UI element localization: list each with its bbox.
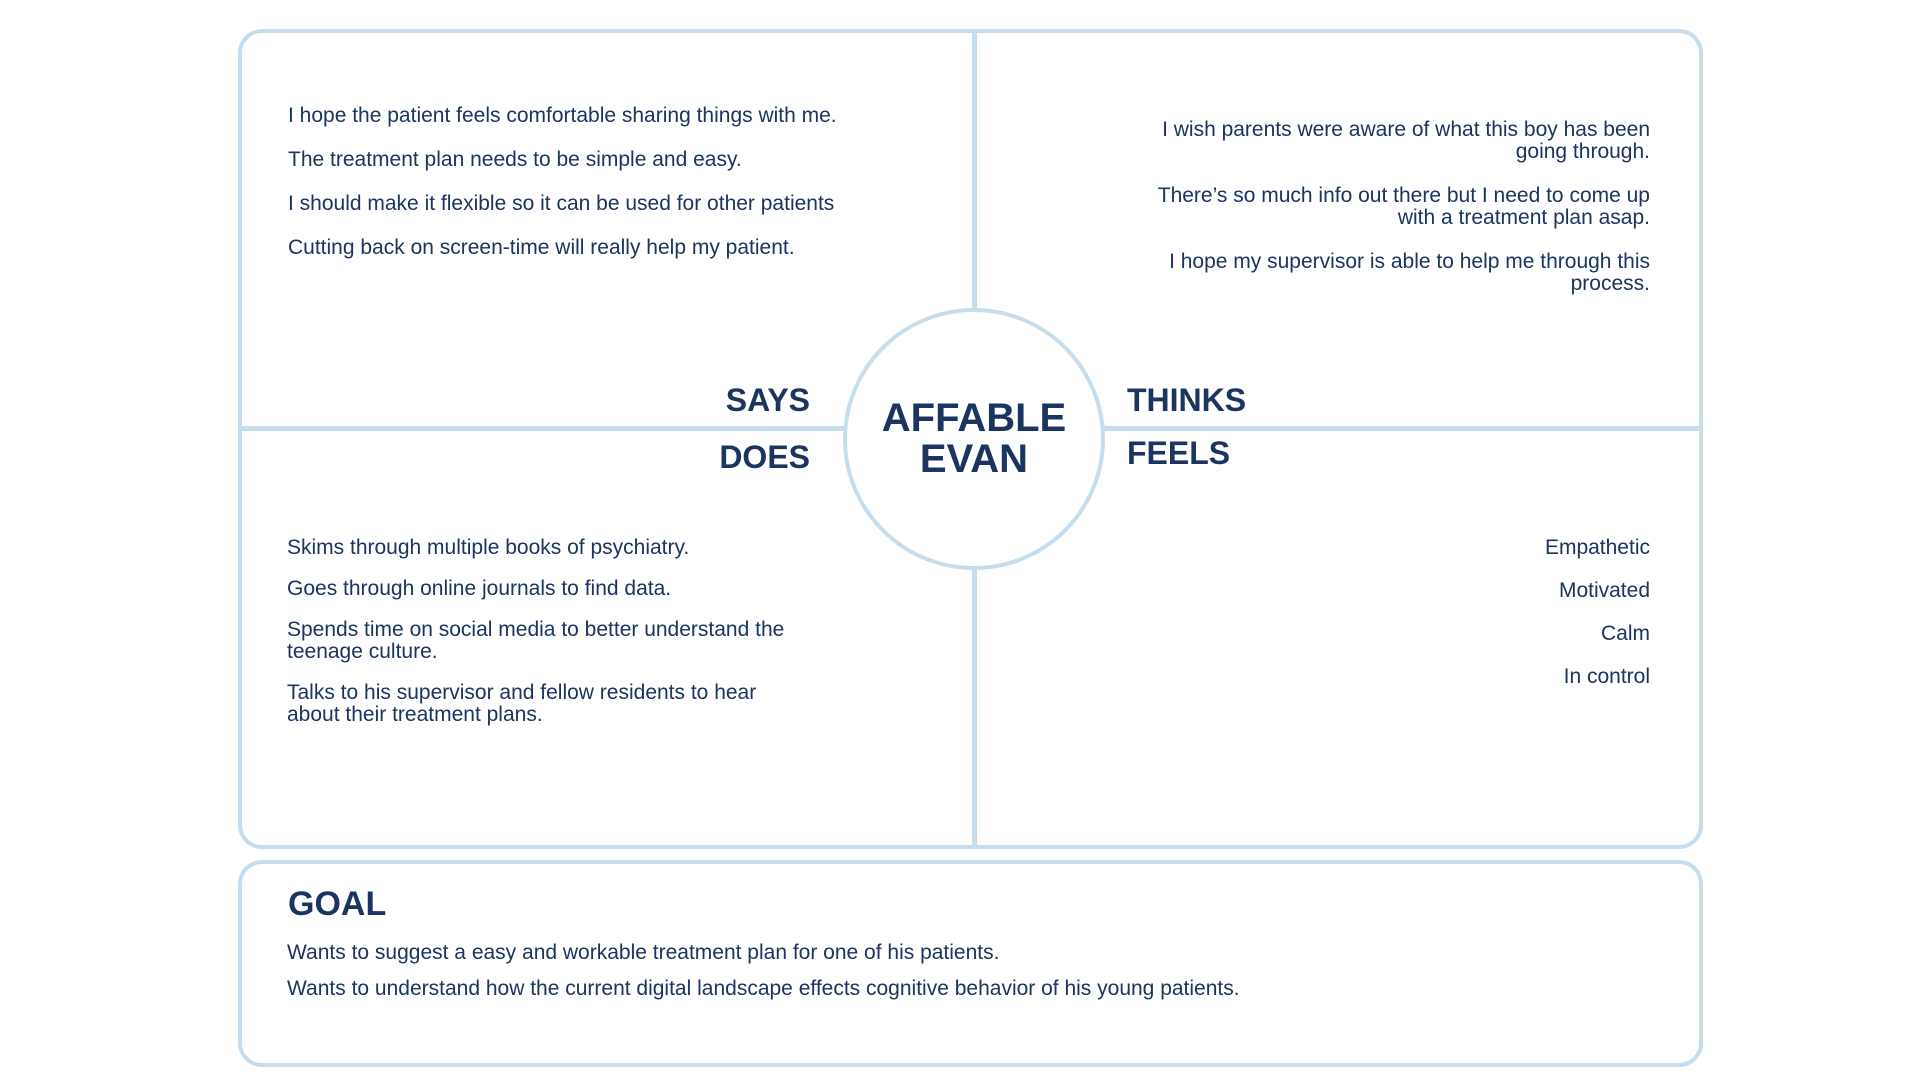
says-item: I should make it flexible so it can be used for other patients xyxy=(288,192,835,215)
persona-circle xyxy=(843,308,1105,570)
persona-name-line2: EVAN xyxy=(919,437,1029,481)
horizontal-divider-right xyxy=(1102,426,1699,431)
thinks-label: THINKS xyxy=(1127,382,1247,418)
says-item: The treatment plan needs to be simple and easy. xyxy=(288,148,742,171)
goal-item: Wants to understand how the current digital landscape effects cognitive behavior of his young patients. xyxy=(287,977,1240,1000)
thinks-item: I wish parents were aware of what this boy has been going through. xyxy=(1162,118,1650,163)
says-list xyxy=(288,105,837,281)
feels-item: In control xyxy=(1563,665,1650,688)
thinks-item: I hope my supervisor is able to help me through this process. xyxy=(1169,250,1650,295)
does-list xyxy=(287,537,807,745)
goal-title: GOAL xyxy=(288,885,387,923)
says-item: Cutting back on screen-time will really help my patient. xyxy=(288,236,795,259)
says-item: I hope the patient feels comfortable sharing things with me. xyxy=(288,104,837,127)
goal-list xyxy=(287,942,1240,1014)
feels-item: Calm xyxy=(1600,622,1650,645)
vertical-divider-bottom xyxy=(972,570,977,845)
feels-item: Empathetic xyxy=(1544,536,1650,559)
horizontal-divider-left xyxy=(242,426,844,431)
does-item: Talks to his supervisor and fellow residents to hear about their treatment plans. xyxy=(287,681,757,726)
says-label: SAYS xyxy=(725,382,810,418)
feels-label: FEELS xyxy=(1127,435,1231,471)
vertical-divider-top xyxy=(972,33,977,310)
feels-list xyxy=(1450,537,1650,709)
feels-item: Motivated xyxy=(1558,579,1650,602)
persona-name-line1: AFFABLE xyxy=(881,396,1067,440)
goal-item: Wants to suggest a easy and workable treatment plan for one of his patients. xyxy=(287,941,1000,964)
does-item: Spends time on social media to better understand the teenage culture. xyxy=(287,618,785,663)
does-label: DOES xyxy=(719,439,810,475)
does-item: Skims through multiple books of psychiatry. xyxy=(287,536,690,559)
thinks-list xyxy=(1120,119,1650,317)
does-item: Goes through online journals to find data. xyxy=(287,577,672,600)
thinks-item: There’s so much info out there but I need to come up with a treatment plan asap. xyxy=(1157,184,1650,229)
